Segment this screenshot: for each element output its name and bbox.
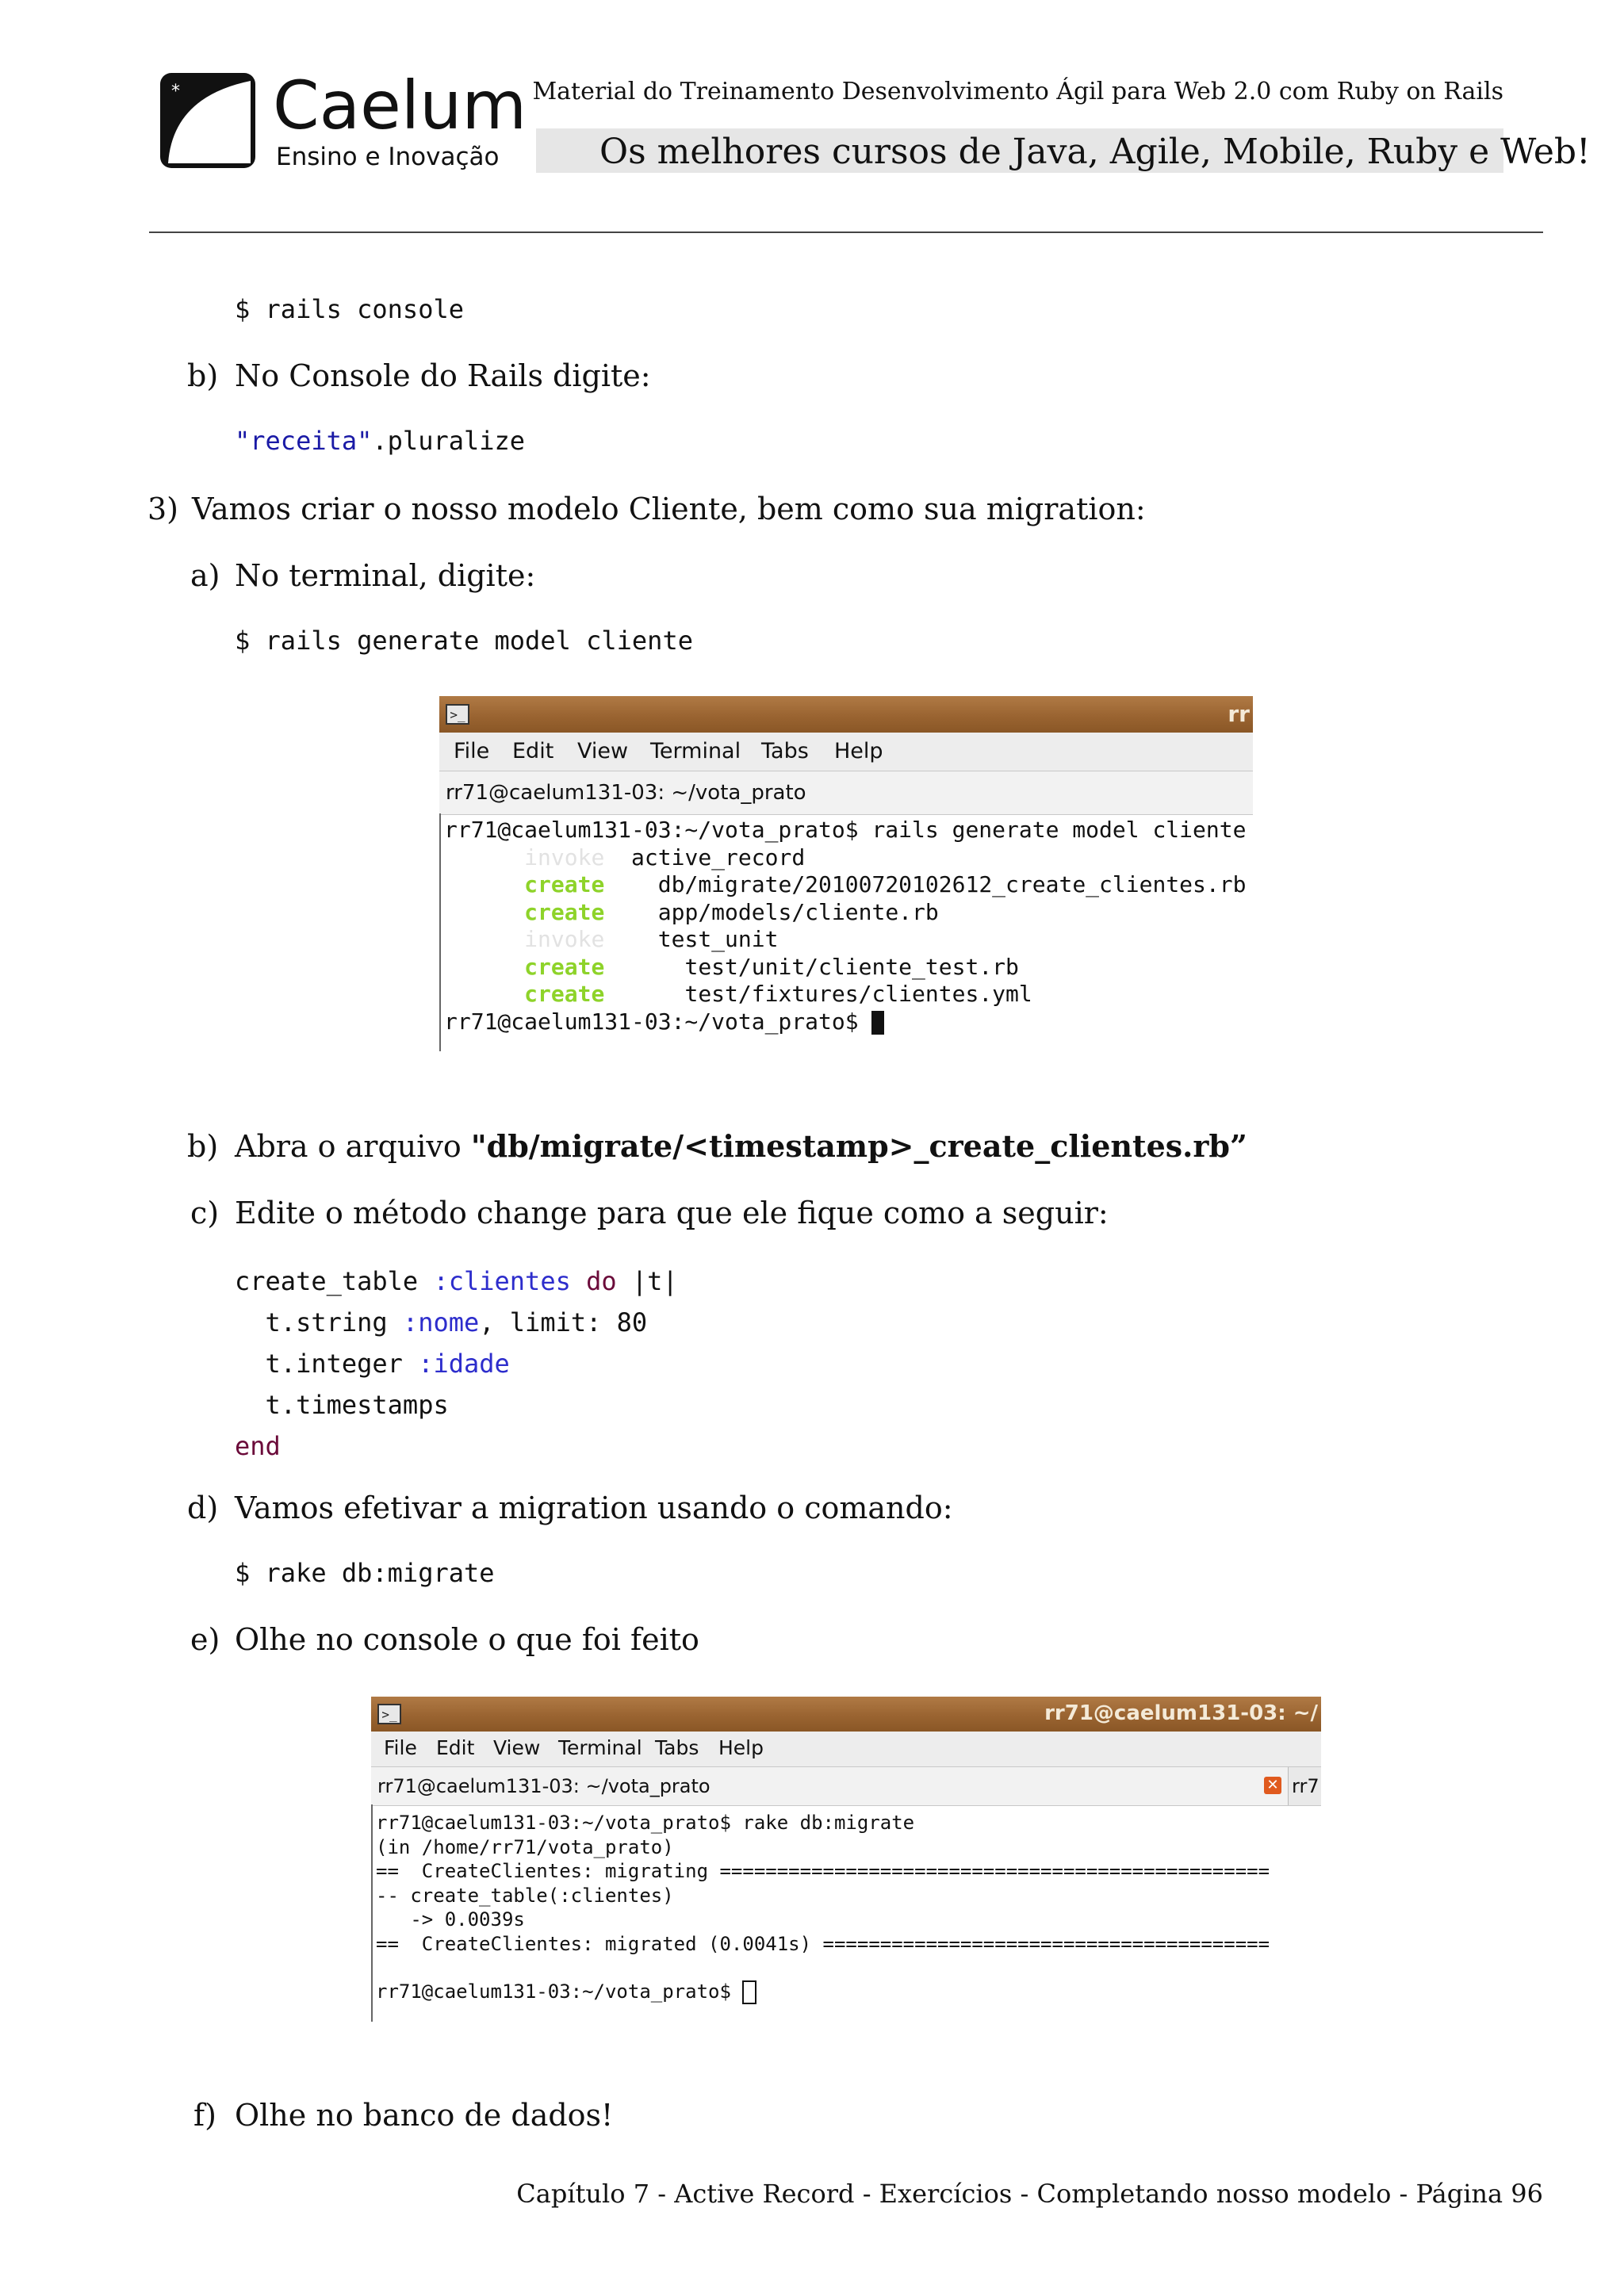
terminal-line: create app/models/cliente.rb <box>524 898 939 925</box>
close-tab-icon[interactable]: ✕ <box>1264 1777 1281 1794</box>
terminal-line: rr71@caelum131-03:~/vota_prato$ rake db:migrate <box>376 1812 915 1834</box>
menu-help[interactable]: Help <box>834 739 883 763</box>
code-line: end <box>235 1431 281 1461</box>
terminal-line: == CreateClientes: migrated (0.0041s) ======================================= <box>376 1932 1270 1955</box>
step-text: No terminal, digite: <box>235 558 536 593</box>
step-marker: f) <box>193 2098 216 2133</box>
step-marker: b) <box>187 358 219 393</box>
header-course-title: Material do Treinamento Desenvolvimento Ágil para Web 2.0 com Ruby on Rails <box>532 78 1503 105</box>
step-text: Abra o arquivo "db/migrate/<timestamp>_create_clientes.rb” <box>235 1128 1247 1164</box>
menu-tabs[interactable]: Tabs <box>655 1736 699 1759</box>
terminal-tab[interactable] <box>371 1766 1321 1806</box>
terminal-tab-label: rr71@caelum131-03: ~/vota_prato <box>446 781 806 805</box>
code-line: create_table :clientes do |t| <box>235 1266 678 1296</box>
terminal-line: (in /home/rr71/vota_prato) <box>376 1835 674 1858</box>
terminal-line: create db/migrate/20100720102612_create_clientes.rb <box>524 871 1247 897</box>
logo-tagline: Ensino e Inovação <box>276 143 500 171</box>
step-text: Olhe no console o que foi feito <box>235 1622 699 1657</box>
terminal-titlebar <box>439 696 1253 733</box>
command-generate-model: $ rails generate model cliente <box>235 626 693 656</box>
terminal-verb: create <box>524 898 605 925</box>
terminal-line: invoke test_unit <box>524 926 779 952</box>
terminal-line: -> 0.0039s <box>376 1908 525 1931</box>
step-marker: e) <box>190 1622 220 1657</box>
menu-edit[interactable]: Edit <box>512 739 554 763</box>
menu-terminal[interactable]: Terminal <box>558 1736 642 1759</box>
terminal-line <box>376 1956 1321 1980</box>
logo-name: Caelum <box>273 67 527 144</box>
header-banner <box>536 128 1591 173</box>
menu-view[interactable]: View <box>493 1736 541 1759</box>
page-footer: Capítulo 7 - Active Record - Exercícios - Completando nosso modelo - Página 96 <box>516 2179 1543 2209</box>
command-rails-console: $ rails console <box>235 294 464 324</box>
terminal-output <box>439 813 1253 1051</box>
terminal-verb: invoke <box>524 926 605 952</box>
code-line: t.string :nome, limit: 80 <box>235 1307 648 1337</box>
terminal-menubar <box>371 1732 1321 1766</box>
step-text: Vamos efetivar a migration usando o comando: <box>235 1490 953 1525</box>
code-method: .pluralize <box>372 426 526 456</box>
header-divider <box>149 232 1543 233</box>
terminal-icon: >_ <box>446 704 469 725</box>
terminal-titlebar <box>371 1697 1321 1732</box>
menu-edit[interactable]: Edit <box>436 1736 475 1759</box>
terminal-verb: create <box>524 871 605 897</box>
terminal-icon: >_ <box>377 1704 401 1724</box>
migration-code-block <box>235 1261 678 1467</box>
terminal-line: == CreateClientes: migrating ================================================ <box>376 1860 1270 1882</box>
step-marker: b) <box>187 1129 219 1164</box>
terminal-prompt-line[interactable]: rr71@caelum131-03:~/vota_prato$ <box>444 1008 1253 1036</box>
caelum-logo-mark <box>157 70 259 171</box>
code-line: t.integer :idade <box>235 1349 510 1379</box>
header-banner-text: Os melhores cursos de Java, Agile, Mobile, Ruby e Web! <box>599 132 1591 172</box>
command-rake-migrate: $ rake db:migrate <box>235 1558 495 1588</box>
terminal-verb: invoke <box>524 844 605 871</box>
terminal-output <box>371 1804 1321 2022</box>
terminal-prompt-line[interactable]: rr71@caelum131-03:~/vota_prato$ <box>376 1980 1321 2004</box>
terminal-line: rr71@caelum131-03:~/vota_prato$ rails generate model cliente <box>444 817 1247 843</box>
step-text: Vamos criar o nosso modelo Cliente, bem como sua migration: <box>192 492 1146 526</box>
step-text: Edite o método change para que ele fique como a seguir: <box>235 1196 1109 1230</box>
code-pluralize <box>235 423 525 458</box>
terminal-line: create test/unit/cliente_test.rb <box>524 953 1019 980</box>
terminal-menubar <box>439 733 1253 771</box>
terminal-verb: create <box>524 981 605 1007</box>
terminal-cursor <box>742 1980 756 2004</box>
menu-tabs[interactable]: Tabs <box>761 739 809 763</box>
terminal-tab[interactable] <box>439 771 1253 815</box>
file-path: "db/migrate/<timestamp>_create_clientes.rb” <box>470 1128 1247 1164</box>
terminal-tab-2[interactable] <box>1288 1767 1321 1805</box>
terminal-title: rr71@caelum131-03: ~/ <box>1044 1701 1318 1725</box>
menu-file[interactable]: File <box>454 739 490 763</box>
code-line: t.timestamps <box>235 1390 449 1420</box>
menu-view[interactable]: View <box>577 739 629 763</box>
step-marker: d) <box>187 1490 219 1525</box>
svg-text:*: * <box>171 82 180 101</box>
terminal-line: -- create_table(:clientes) <box>376 1884 674 1907</box>
terminal-tab-label: rr7 <box>1292 1775 1320 1797</box>
terminal-line: invoke active_record <box>524 844 806 871</box>
menu-terminal[interactable]: Terminal <box>650 739 741 763</box>
step-marker: c) <box>190 1196 220 1230</box>
terminal-window-generate <box>439 696 1253 1051</box>
step-marker: 3) <box>147 492 179 526</box>
terminal-tab-label: rr71@caelum131-03: ~/vota_prato <box>377 1775 710 1797</box>
terminal-cursor <box>871 1011 884 1035</box>
terminal-title: rr <box>1228 701 1250 727</box>
terminal-line: create test/fixtures/clientes.yml <box>524 981 1032 1007</box>
menu-help[interactable]: Help <box>718 1736 764 1759</box>
step-text: Olhe no banco de dados! <box>235 2098 614 2133</box>
terminal-window-migrate <box>371 1697 1321 2022</box>
menu-file[interactable]: File <box>384 1736 417 1759</box>
step-marker: a) <box>190 558 220 593</box>
terminal-verb: create <box>524 953 605 980</box>
step-text: No Console do Rails digite: <box>235 358 651 393</box>
code-string: "receita" <box>235 426 373 456</box>
